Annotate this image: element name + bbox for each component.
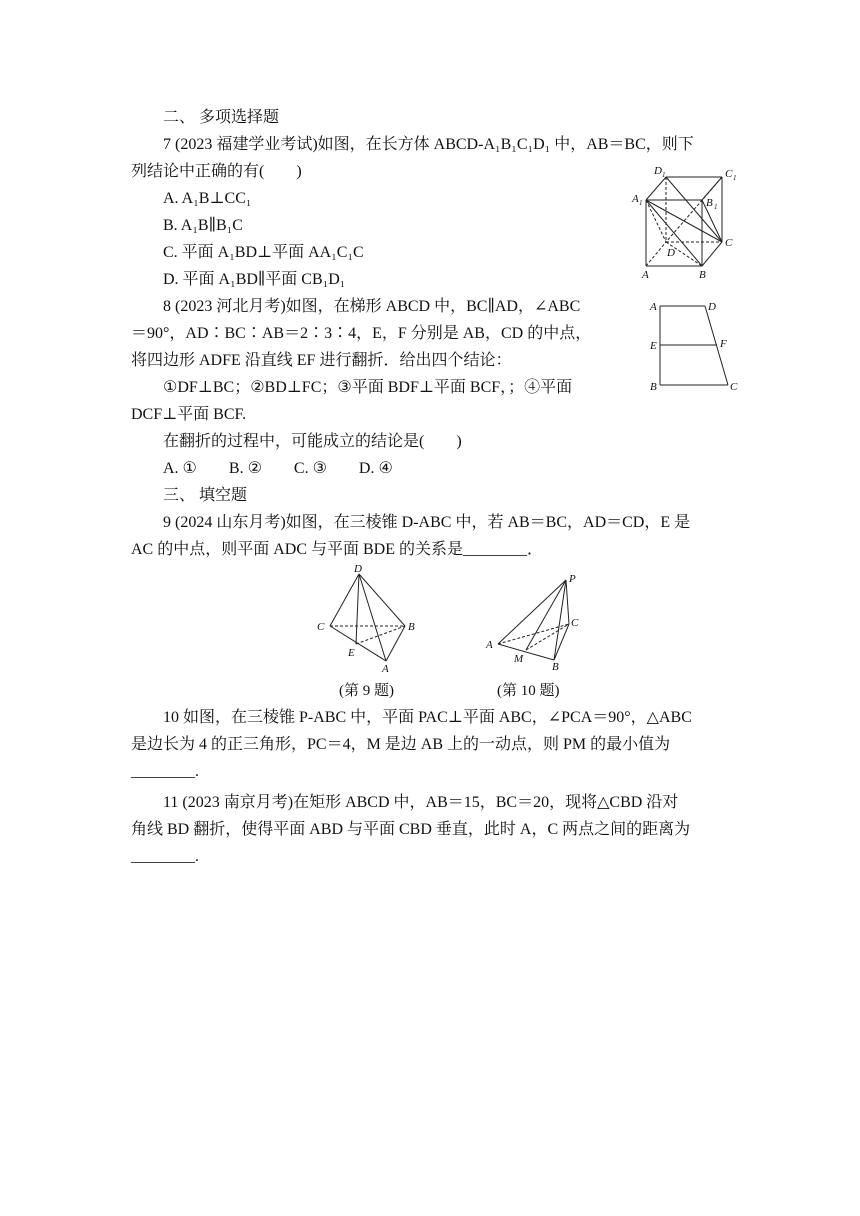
trapezoid-figure [648,296,744,396]
question-8-line-6: 在翻折的过程中，可能成立的结论是( ) [163,433,462,450]
label-d: D [667,247,675,259]
label-e: E [348,647,355,659]
caption-figure-10: (第 10 题) [497,683,560,699]
question-7-option-c: C. 平面 A₁BD⊥平面 AA₁C₁C [163,244,364,261]
question-8-line-3: 将四边形 ADFE 沿直线 EF 进行翻折．给出四个结论： [131,352,512,369]
question-8-options: A. ① B. ② C. ③ D. ④ [163,460,393,477]
label-c: C [730,381,738,393]
label-c: C [725,237,733,249]
question-8-line-2: ＝90°，AD∶BC∶AB＝2∶3∶4，E，F 分别是 AB，CD 的中点， [131,325,592,342]
question-7-option-b: B. A₁B∥B₁C [163,217,243,234]
label-b: B [650,381,657,393]
question-8-line-4: ①DF⊥BC；②BD⊥FC；③平面 BDF⊥平面 BCF，；④平面 [163,379,573,396]
label-b: B [699,269,706,281]
label-a: A [642,269,649,281]
figure-9-tetrahedron [312,562,422,674]
question-11-line-3: ________. [131,848,199,865]
label-d1-sub: 1 [662,171,666,179]
section-heading-fill-in: 三、 填空题 [163,487,248,504]
question-10-line-2: 是边长为 4 的正三角形，PC＝4，M 是边 AB 上的一动点，则 PM 的最小值为 [131,736,671,753]
label-a: A [486,639,493,651]
question-7-line-2: 列结论中正确的有( ) [131,163,302,180]
label-c1: C [725,168,733,180]
label-a: A [382,663,389,674]
label-d: D [354,563,362,575]
question-7-option-a: A. A₁B⊥CC₁ [163,190,252,207]
label-f: F [720,338,727,350]
question-9-line-1: 9 (2024 山东月考)如图，在三棱锥 D-ABC 中，若 AB＝BC，AD＝CD，E 是 [163,514,691,531]
question-11-line-2: 角线 BD 翻折，使得平面 ABD 与平面 CBD 垂直，此时 A，C 两点之间的距离为 [131,821,691,838]
question-10-line-1: 10 如图，在三棱锥 P-ABC 中，平面 PAC⊥平面 ABC，∠PCA＝90°，△ABC [163,709,692,726]
label-e: E [650,340,657,352]
label-m: M [514,653,524,665]
question-7-option-d: D. 平面 A₁BD∥平面 CB₁D₁ [163,271,346,288]
question-8-line-5: DCF⊥平面 BCF. [131,406,247,423]
label-a1-sub: 1 [639,199,643,207]
label-a: A [650,301,657,313]
question-11-line-1: 11 (2023 南京月考)在矩形 ABCD 中，AB＝15，BC＝20，现将△CBD 沿对 [163,794,679,811]
label-d1: D [654,165,662,177]
label-c: C [571,617,579,629]
label-p: P [569,573,576,585]
label-b1: B [706,197,713,209]
cuboid-figure [626,160,744,284]
caption-figure-9: (第 9 题) [339,683,394,699]
label-c1-sub: 1 [733,174,737,182]
question-9-line-2: AC 的中点，则平面 ADC 与平面 BDE 的关系是________． [131,541,544,558]
question-8-line-1: 8 (2023 河北月考)如图，在梯形 ABCD 中，BC∥AD，∠ABC [163,298,581,315]
question-10-line-3: ________. [131,763,199,780]
label-b: B [552,661,559,673]
label-d: D [708,301,716,313]
question-7-line-1: 7 (2023 福建学业考试)如图，在长方体 ABCD-A₁B₁C₁D₁ 中，AB＝BC，则下 [163,136,694,153]
section-heading-multiple-choice: 二、 多项选择题 [163,109,280,126]
label-a1: A [632,193,639,205]
label-b1-sub: 1 [714,203,718,211]
label-c: C [317,621,325,633]
figure-10-pyramid [482,568,592,674]
label-b: B [408,621,415,633]
